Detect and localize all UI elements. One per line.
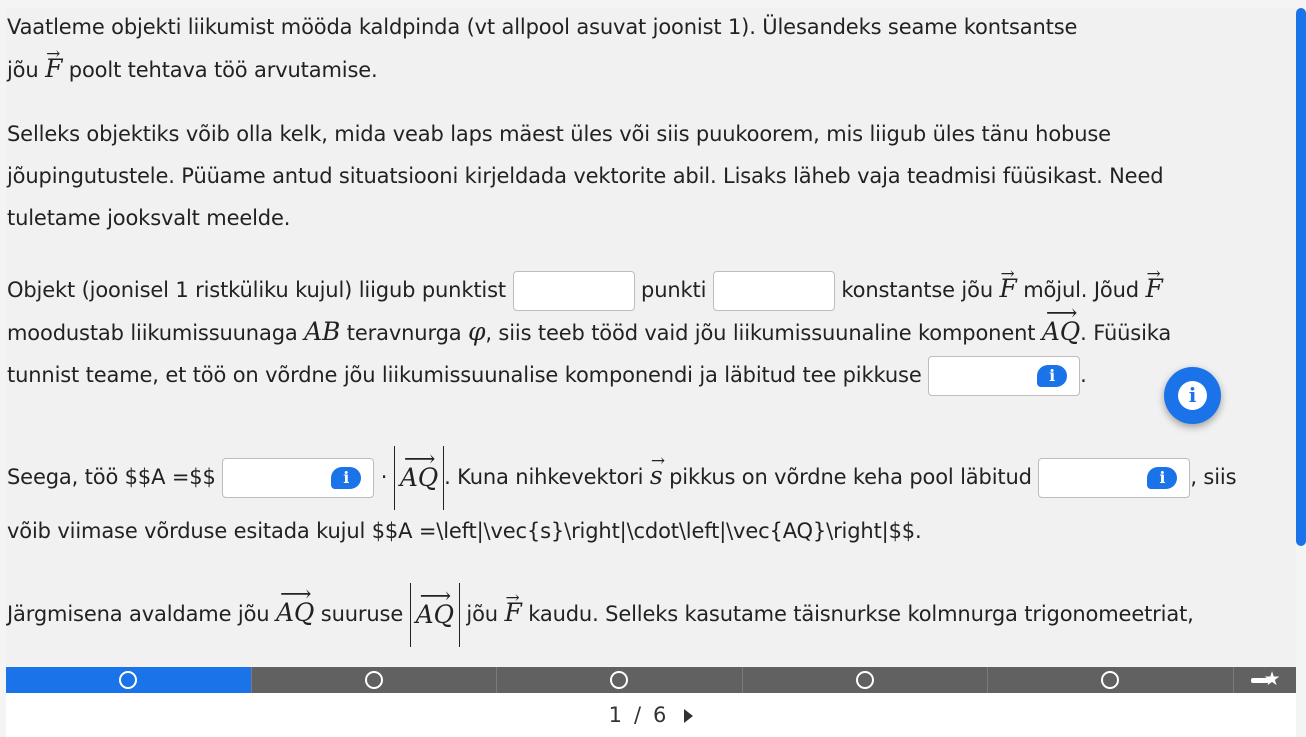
text-work-equals: tunnist teame, et töö on võrdne jõu liikumissuunalise komponendi ja läbitud tee pikkuse xyxy=(7,363,922,387)
vertical-scrollbar[interactable] xyxy=(1296,8,1306,546)
step-circle-icon xyxy=(610,671,628,689)
step-circle-icon xyxy=(119,671,137,689)
text-length-equal: pikkus on võrdne keha pool läbitud xyxy=(669,465,1032,489)
current-page: 1 xyxy=(608,703,622,727)
info-icon[interactable]: i xyxy=(1147,467,1177,489)
intro-line-2-start: jõu xyxy=(7,58,46,82)
component-vector-AQ: ⟶ AQ xyxy=(1042,311,1080,353)
text-force: mõjul. Jõud xyxy=(1023,278,1139,302)
progress-step-5[interactable] xyxy=(988,667,1234,693)
segment-AB: AB xyxy=(304,317,341,346)
star-icon: ★ xyxy=(1263,668,1281,690)
step-circle-icon xyxy=(856,671,874,689)
step-circle-icon xyxy=(365,671,383,689)
pagination xyxy=(6,693,1296,737)
text-component: , siis teeb tööd vaid jõu liikumissuunaline komponent xyxy=(485,321,1036,345)
component-vector-AQ: ⟶ AQ xyxy=(276,592,314,634)
text-next-express: Järgmisena avaldame jõu xyxy=(7,602,270,626)
text-forms-with-direction: moodustab liikumissuunaga xyxy=(7,321,298,345)
context-line-3: tuletame jooksvalt meelde. xyxy=(7,206,291,230)
info-icon[interactable]: i xyxy=(1037,365,1067,387)
displacement-vector-s: → s xyxy=(650,455,663,497)
page-separator: / xyxy=(633,703,642,727)
end-point-input[interactable] xyxy=(713,271,835,311)
text-then: , siis xyxy=(1190,465,1237,489)
text-magnitude: suuruse xyxy=(320,602,404,626)
text-trigonometry: kaudu. Selleks kasutame täisnurkse kolmnurga trigonomeetriat, xyxy=(528,602,1194,626)
start-point-input[interactable] xyxy=(513,271,635,311)
text-to-point: punkti xyxy=(641,278,707,302)
multiply-dot: · xyxy=(380,465,388,489)
progress-step-3[interactable] xyxy=(497,667,743,693)
force-vector-F: → F xyxy=(505,592,522,634)
angle-phi: φ xyxy=(468,317,486,346)
paragraph-work-definition xyxy=(7,268,1171,396)
component-vector-AQ: ⟶ AQ xyxy=(416,600,454,630)
lesson-content xyxy=(6,8,1296,666)
force-vector-F: → F xyxy=(1145,268,1162,310)
abs-AQ xyxy=(410,583,460,647)
step-circle-icon xyxy=(1101,671,1119,689)
text-work-formula: Seega, töö $$A =$$ xyxy=(7,465,216,489)
force-vector-F: → F xyxy=(45,48,62,90)
context-line-2: jõupingutustele. Püüame antud situatsiooni kirjeldada vektorite abil. Lisaks läheb vaja teadmisi füüsikast. Need xyxy=(7,164,1164,188)
paragraph-magnitude xyxy=(7,583,1194,647)
text-latex-formula: võib viimase võrduse esitada kujul $$A =\left|\vec{s}\right|\cdot\left|\vec{AQ}\right|$$. xyxy=(7,519,922,543)
text-force-word: jõu xyxy=(466,602,498,626)
info-icon[interactable]: i xyxy=(331,467,361,489)
distance-input[interactable] xyxy=(1038,458,1190,498)
paragraph-intro xyxy=(7,8,1077,91)
text-moves-from: Objekt (joonisel 1 ristküliku kujul) liigub punktist xyxy=(7,278,506,302)
progress-bar xyxy=(6,667,1296,693)
text-displacement: . Kuna nihkevektori xyxy=(444,465,644,489)
text-physics: . Füüsika xyxy=(1080,321,1172,345)
force-vector-F: → F xyxy=(1000,268,1017,310)
text-period: . xyxy=(1080,363,1087,387)
next-page-icon[interactable] xyxy=(684,709,693,723)
progress-step-2[interactable] xyxy=(252,667,498,693)
text-constant-force: konstantse jõu xyxy=(841,278,993,302)
info-floating-button[interactable] xyxy=(1164,367,1221,424)
intro-line-1: Vaatleme objekti liikumist mööda kaldpinda (vt allpool asuvat joonist 1). Ülesandeks seame kontsantse xyxy=(7,15,1078,39)
progress-step-1[interactable] xyxy=(6,667,252,693)
context-line-1: Selleks objektiks võib olla kelk, mida veab laps mäest üles või siis puukoorem, mis liigub üles tänu hobuse xyxy=(7,122,1111,146)
work-factor-input[interactable] xyxy=(222,458,374,498)
paragraph-work-formula xyxy=(7,446,1236,552)
progress-final-step[interactable] xyxy=(1234,667,1297,693)
component-vector-AQ: ⟶ AQ xyxy=(400,463,438,493)
total-pages: 6 xyxy=(653,703,667,727)
text-acute-angle: teravnurga xyxy=(346,321,462,345)
intro-line-2-end: poolt tehtava töö arvutamise. xyxy=(62,58,378,82)
abs-AQ xyxy=(394,446,444,510)
progress-step-4[interactable] xyxy=(743,667,989,693)
path-length-input[interactable] xyxy=(928,356,1080,396)
paragraph-context xyxy=(7,113,1163,239)
info-icon: i xyxy=(1178,381,1207,410)
